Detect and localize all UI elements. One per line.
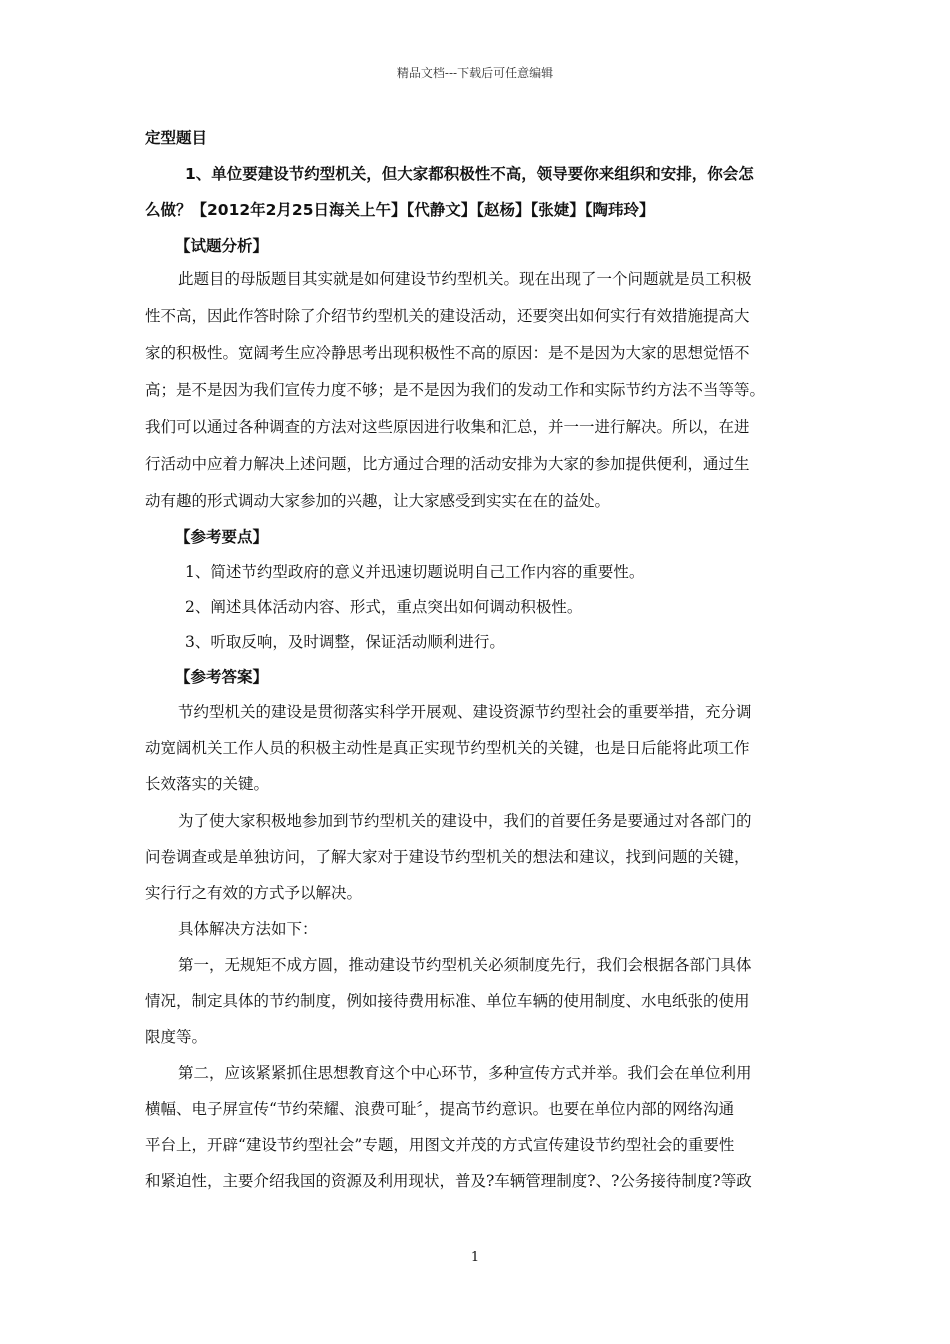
- answer-line: 第一，无规矩不成方圆，推动建设节约型机关必须制度先行，我们会根据各部门具体: [178, 956, 752, 974]
- analysis-line: 我们可以通过各种调查的方法对这些原因进行收集和汇总，并一一进行解决。所以，在进: [145, 418, 750, 436]
- answer-heading: 【参考答案】: [175, 668, 269, 686]
- answer-line: 横幅、电子屏宣传“节约荣耀、浪费可耻〞，提高节约意识。也要在单位内部的网络沟通: [145, 1100, 735, 1118]
- answer-line: 限度等。: [145, 1028, 208, 1046]
- answer-line: 动宽阔机关工作人员的积极主动性是真正实现节约型机关的关键，也是日后能将此项工作: [145, 739, 750, 757]
- answer-line: 具体解决方法如下：: [178, 920, 318, 938]
- analysis-line: 动有趣的形式调动大家参加的兴趣，让大家感受到实实在在的益处。: [145, 492, 611, 510]
- analysis-line: 家的积极性。宽阔考生应冷静思考出现积极性不高的原因：是不是因为大家的思想觉悟不: [145, 344, 750, 362]
- analysis-line: 此题目的母版题目其实就是如何建设节约型机关。现在出现了一个问题就是员工积极: [178, 270, 752, 288]
- analysis-line: 行活动中应着力解决上述问题，比方通过合理的活动安排为大家的参加提供便利，通过生: [145, 455, 750, 473]
- point-item: 1、简述节约型政府的意义并迅速切题说明自己工作内容的重要性。: [185, 563, 645, 581]
- point-item: 2、阐述具体活动内容、形式，重点突出如何调动积极性。: [185, 598, 583, 616]
- answer-line: 长效落实的关键。: [145, 775, 270, 793]
- question-line-1: 1、单位要建设节约型机关，但大家都积极性不高，领导要你来组织和安排，你会怎: [185, 165, 754, 183]
- point-item: 3、听取反响，及时调整，保证活动顺利进行。: [185, 633, 505, 651]
- answer-line: 实行行之有效的方式予以解决。: [145, 884, 363, 902]
- analysis-line: 性不高，因此作答时除了介绍节约型机关的建设活动，还要突出如何实行有效措施提高大: [145, 307, 750, 325]
- section-title: 定型题目: [145, 129, 208, 147]
- answer-line: 第二，应该紧紧抓住思想教育这个中心环节，多种宣传方式并举。我们会在单位利用: [178, 1064, 752, 1082]
- points-heading: 【参考要点】: [175, 528, 269, 546]
- answer-line: 为了使大家积极地参加到节约型机关的建设中，我们的首要任务是要通过对各部门的: [178, 812, 752, 830]
- answer-line: 节约型机关的建设是贯彻落实科学开展观、建设资源节约型社会的重要举措，充分调: [178, 703, 752, 721]
- page-number: 1: [470, 1250, 480, 1265]
- answer-line: 平台上，开辟“建设节约型社会”专题，用图文并茂的方式宣传建设节约型社会的重要性: [145, 1136, 735, 1154]
- page-header: 精品文档---下载后可任意编辑: [396, 66, 554, 80]
- question-line-2: 么做？【2012年2月25日海关上午】【代静文】【赵杨】【张婕】【陶玮玲】: [145, 201, 655, 219]
- answer-line: 情况，制定具体的节约制度，例如接待费用标准、单位车辆的使用制度、水电纸张的使用: [145, 992, 750, 1010]
- answer-line: 问卷调查或是单独访问，了解大家对于建设节约型机关的想法和建议，找到问题的关键，: [145, 848, 750, 866]
- analysis-line: 高；是不是因为我们宣传力度不够；是不是因为我们的发动工作和实际节约方法不当等等。: [145, 381, 766, 399]
- analysis-heading: 【试题分析】: [175, 237, 269, 255]
- answer-line: 和紧迫性，主要介绍我国的资源及利用现状，普及?车辆管理制度?、?公务接待制度?等政: [145, 1172, 752, 1190]
